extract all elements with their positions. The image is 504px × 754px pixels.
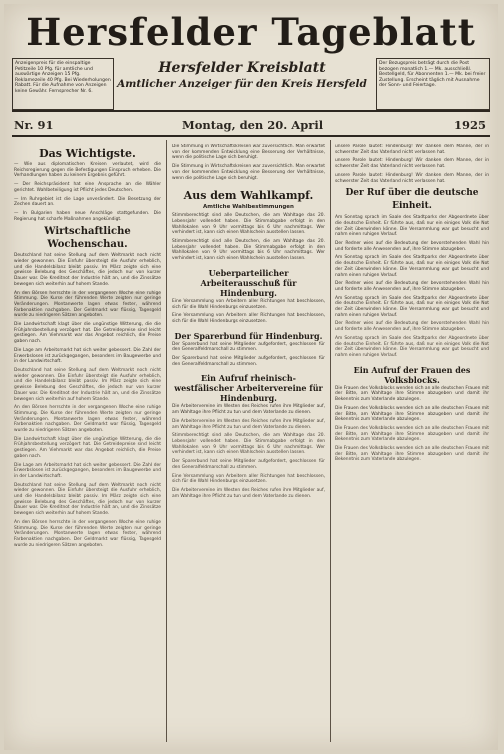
issue-year: 1925 <box>453 118 486 132</box>
article-paragraph: Die Landwirtschaft klagt über die ungünstige Witterung, die die Frühjahrsbestellung verzögert hat. Die Getreidepreise sind leicht gestiegen. Am Viehmarkt war das Angebot reichlich, die Preise gaben nach. <box>14 322 161 345</box>
article-paragraph: Die Landwirtschaft klagt über die ungünstige Witterung, die die Frühjahrsbestellung verzögert hat. Die Getreidepreise sind leicht gestiegen. Am Viehmarkt war das Angebot reichlich, die Preise gaben nach. <box>14 436 161 459</box>
issue-date: Montag, den 20. April <box>182 118 324 132</box>
article-paragraph: Am Sonntag sprach im Saale des Stadtparks der Abgeordnete über die deutsche Einheit. Er führte aus, daß nur ein einiges Volk die Not der Zeit überwinden könne. Die Versammlung war gut besucht und nahm einen ruhigen Verlauf. <box>335 215 489 238</box>
article-paragraph: Stimmberechtigt sind alle Deutschen, die am Wahltage das 20. Lebensjahr vollendet haben. Die Stimmabgabe erfolgt in den Wahllokalen von 9 Uhr vormittags bis 6 Uhr nachmittags. Wer verhindert ist, kann sich einen Wahlschein ausstellen lassen. <box>172 433 325 456</box>
article-paragraph: Eine Versammlung von Arbeitern aller Richtungen hat beschlossen, sich für die Wahl Hindenburgs einzusetzen. <box>172 473 325 485</box>
article-paragraph: Die Arbeitervereine im Westen des Reiches rufen ihre Mitglieder auf, am Wahltage ihre Pflicht zu tun und dem Vaterlande zu dienen. <box>172 418 325 430</box>
dateline <box>12 116 490 134</box>
article-paragraph: Der Redner wies auf die Bedeutung der bevorstehenden Wahl hin und forderte alle Anwesenden auf, ihre Stimme abzugeben. <box>335 241 489 252</box>
article-paragraph: Stimmberechtigt sind alle Deutschen, die am Wahltage das 20. Lebensjahr vollendet haben. Die Stimmabgabe erfolgt in den Wahllokalen von 9 Uhr vormittags bis 6 Uhr nachmittags. Wer verhindert ist, kann sich einen Wahlschein ausstellen lassen. <box>172 239 325 262</box>
article-paragraph: Die Frauen des Volksblocks wenden sich an alle deutschen Frauen mit der Bitte, am Wahltage ihre Stimme abzugeben und damit ihr Bekenntnis zum Vaterlande abzulegen. <box>335 405 489 423</box>
issue-number: Nr. 91 <box>14 118 54 132</box>
article-paragraph: Der Sparerbund hat seine Mitglieder aufgefordert, geschlossen für den Generalfeldmarschall zu stimmen. <box>172 356 325 367</box>
article-paragraph: Der Sparerbund hat seine Mitglieder aufgefordert, geschlossen für den Generalfeldmarschall zu stimmen. <box>172 341 325 353</box>
headline-aufruf-arbeitervereine: Ein Aufruf rheinisch-westfälischer Arbeitervereine für Hindenburg. <box>174 373 323 404</box>
column-divider-1 <box>166 140 167 742</box>
headline-aufruf-frauen: Ein Aufruf der Frauen des Volksblocks. <box>353 364 471 385</box>
subheader-kreisblatt: Hersfelder Kreisblatt <box>158 60 326 76</box>
article-paragraph: An den Börsen herrschte in der vergangenen Woche eine ruhige Stimmung. Die Kurse der führenden Werte zeigten nur geringe Veränderungen. Montanwerte lagen etwas fester, während Farbenaktien nachgaben. Der Geldmarkt war flüssig, Tagesgeld wurde zu niedrigeren Sätzen angeboten. <box>14 290 161 319</box>
article-paragraph: Die Arbeitervereine im Westen des Reiches rufen ihre Mitglieder auf, am Wahltage ihre Pflicht zu tun und dem Vaterlande zu dienen. <box>172 404 325 416</box>
article-paragraph: unsere Parole lautet: Hindenburg! Wir danken dem Manne, der in schwerster Zeit das Vaterland nicht verlassen hat. <box>335 158 489 170</box>
article-paragraph: — Der Reichspräsident hat eine Ansprache an die Wähler gerichtet. Wahlbeteiligung ist Pflicht jedes Deutschen. <box>14 182 161 193</box>
article-paragraph: Die Frauen des Volksblocks wenden sich an alle deutschen Frauen mit der Bitte, am Wahltage ihre Stimme abzugeben und damit ihr Bekenntnis zum Vaterlande abzulegen. <box>335 446 489 463</box>
article-paragraph: Deutschland hat seine Stellung auf dem Weltmarkt noch nicht wieder gewonnen. Die Einfuhr übersteigt die Ausfuhr erheblich, und die Handelsbilanz bleibt passiv. Im März zeigte sich eine gewisse Belebung des Geschäftes, die jedoch nur von kurzer Dauer war. Die Kreditnot der Industrie hält an, und die Zinssätze bewegen sich weiterhin auf hohem Stande. <box>14 482 161 517</box>
article-paragraph: Die Frauen des Volksblocks wenden sich an alle deutschen Frauen mit der Bitte, am Wahltage ihre Stimme abzugeben und damit ihr Bekenntnis zum Vaterlande abzulegen. <box>335 385 489 403</box>
article-paragraph: unsere Parole lautet: Hindenburg! Wir danken dem Manne, der in schwerster Zeit das Vaterland nicht verlassen hat. <box>335 172 489 184</box>
subheader-anzeiger: Amtlicher Anzeiger für den Kreis Hersfeld <box>117 78 367 90</box>
article-paragraph: Deutschland hat seine Stellung auf dem Weltmarkt noch nicht wieder gewonnen. Die Einfuhr übersteigt die Ausfuhr erheblich, und die Handelsbilanz bleibt passiv. Im März zeigte sich eine gewisse Belebung des Geschäftes, die jedoch nur von kurzer Dauer war. Die Kreditnot der Industrie hält an, und die Zinssätze bewegen sich weiterhin auf hohem Stande. <box>14 367 161 402</box>
article-paragraph: Am Sonntag sprach im Saale des Stadtparks der Abgeordnete über die deutsche Einheit. Er führte aus, daß nur ein einiges Volk die Not der Zeit überwinden könne. Die Versammlung war gut besucht und nahm einen ruhigen Verlauf. <box>335 335 489 358</box>
subscription-price-box: Der Bezugspreis beträgt durch die Post bezogen monatlich 1.— Mk. ausschließl. Bestellgeld, für Abonnenten 1.— Mk. bei freier Zustellung. Erscheint täglich mit Ausnahme der Sonn- und Feiertage. <box>376 58 490 110</box>
article-paragraph: Die Stimmung in Wirtschaftskreisen war zuversichtlich. Man erwartet von der kommenden Entwicklung eine Besserung der Verhältnisse, wenn die politische Lage sich beruhigt. <box>172 164 325 181</box>
article-paragraph: Die Stimmung in Wirtschaftskreisen war zuversichtlich. Man erwartet von der kommenden Entwicklung eine Besserung der Verhältnisse, wenn die politische Lage sich beruhigt. <box>172 144 325 161</box>
article-paragraph: Am Sonntag sprach im Saale des Stadtparks der Abgeordnete über die deutsche Einheit. Er führte aus, daß nur ein einiges Volk die Not der Zeit überwinden könne. Die Versammlung war gut besucht und nahm einen ruhigen Verlauf. <box>335 295 489 318</box>
article-paragraph: Die Lage am Arbeitsmarkt hat sich weiter gebessert. Die Zahl der Erwerbslosen ist zurückgegangen, besonders im Baugewerbe und in der Landwirtschaft. <box>14 347 161 365</box>
headline-sparerbund: Der Sparerbund für Hindenburg. <box>174 330 323 341</box>
advertising-rates-box: Anzeigenpreis für die einspaltige Petitzeile 10 Pfg. für amtliche und auswärtige Anzeigen 15 Pfg. Reklamezeile 40 Pfg. Bei Wiederholungen Rabatt. Für die Aufnahme von Anzeigen keine Gewähr. Fernsprecher Nr. 6. <box>12 58 114 110</box>
masthead-title: Hersfelder Tageblatt <box>26 10 476 54</box>
headline-wirtschaftliche-wochenschau: Wirtschaftliche Wochenschau. <box>44 226 131 251</box>
article-paragraph: Deutschland hat seine Stellung auf dem Weltmarkt noch nicht wieder gewonnen. Die Einfuhr übersteigt die Ausfuhr erheblich, und die Handelsbilanz bleibt passiv. Im März zeigte sich eine gewisse Belebung des Geschäftes, die jedoch nur von kurzer Dauer war. Die Kreditnot der Industrie hält an, und die Zinssätze bewegen sich weiterhin auf hohem Stande. <box>14 253 161 287</box>
newspaper-page <box>4 4 498 750</box>
header-rule-bottom <box>12 135 490 137</box>
article-paragraph: Der Redner wies auf die Bedeutung der bevorstehenden Wahl hin und forderte alle Anwesenden auf, ihre Stimme abzugeben. <box>335 281 489 292</box>
column-2 <box>172 144 325 742</box>
article-paragraph: unsere Parole lautet: Hindenburg! Wir danken dem Manne, der in schwerster Zeit das Vaterland nicht verlassen hat. <box>335 144 489 155</box>
headline-aus-dem-wahlkampf: Aus dem Wahlkampf. <box>183 189 314 203</box>
headline-das-wichtigste: Das Wichtigste. <box>39 147 136 160</box>
subheadline-wahlbestimmungen: Amtliche Wahlbestimmungen <box>203 204 294 211</box>
article-paragraph: Am Sonntag sprach im Saale des Stadtparks der Abgeordnete über die deutsche Einheit. Er führte aus, daß nur ein einiges Volk die Not der Zeit überwinden könne. Die Versammlung war gut besucht und nahm einen ruhigen Verlauf. <box>335 255 489 278</box>
article-paragraph: An den Börsen herrschte in der vergangenen Woche eine ruhige Stimmung. Die Kurse der führenden Werte zeigten nur geringe Veränderungen. Montanwerte lagen etwas fester, während Farbenaktien nachgaben. Der Geldmarkt war flüssig, Tagesgeld wurde zu niedrigeren Sätzen angeboten. <box>14 405 161 434</box>
article-paragraph: Die Arbeitervereine im Westen des Reiches rufen ihre Mitglieder auf, am Wahltage ihre Pflicht zu tun und dem Vaterlande zu dienen. <box>172 487 325 499</box>
article-paragraph: — Wie aus diplomatischen Kreisen verlautet, wird die Reichsregierung gegen die Befestigungen Einspruch erheben. Die Verhandlungen haben zu keinem Ergebnis geführt. <box>14 162 161 179</box>
headline-deutsche-einheit: Der Ruf über die deutsche Einheit. <box>345 188 479 212</box>
article-paragraph: An den Börsen herrschte in der vergangenen Woche eine ruhige Stimmung. Die Kurse der führenden Werte zeigten nur geringe Veränderungen. Montanwerte lagen etwas fester, während Farbenaktien nachgaben. Der Geldmarkt war flüssig, Tagesgeld wurde zu niedrigeren Sätzen angeboten. <box>14 519 161 548</box>
article-paragraph: — Im Ruhrgebiet ist die Lage unverändert. Die Besetzung der Zechen dauert an. <box>14 196 161 208</box>
column-divider-2 <box>330 140 331 742</box>
article-paragraph: Eine Versammlung von Arbeitern aller Richtungen hat beschlossen, sich für die Wahl Hindenburgs einzusetzen. <box>172 298 325 310</box>
column-1 <box>14 144 161 742</box>
article-paragraph: Stimmberechtigt sind alle Deutschen, die am Wahltage das 20. Lebensjahr vollendet haben. Die Stimmabgabe erfolgt in den Wahllokalen von 9 Uhr vormittags bis 6 Uhr nachmittags. Wer verhindert ist, kann sich einen Wahlschein ausstellen lassen. <box>172 213 325 236</box>
headline-arbeiterausschuss: Ueberparteilicher Arbeiterausschuß für Hindenburg. <box>200 267 297 298</box>
article-paragraph: Eine Versammlung von Arbeitern aller Richtungen hat beschlossen, sich für die Wahl Hindenburgs einzusetzen. <box>172 313 325 324</box>
column-3 <box>335 144 489 742</box>
article-paragraph: Der Sparerbund hat seine Mitglieder aufgefordert, geschlossen für den Generalfeldmarschall zu stimmen. <box>172 459 325 470</box>
article-paragraph: — In Bulgarien haben neue Anschläge stattgefunden. Die Regierung hat scharfe Maßnahmen angekündigt. <box>14 210 161 222</box>
article-paragraph: Der Redner wies auf die Bedeutung der bevorstehenden Wahl hin und forderte alle Anwesenden auf, ihre Stimme abzugeben. <box>335 321 489 333</box>
article-paragraph: Die Lage am Arbeitsmarkt hat sich weiter gebessert. Die Zahl der Erwerbslosen ist zurückgegangen, besonders im Baugewerbe und in der Landwirtschaft. <box>14 462 161 479</box>
article-paragraph: Die Frauen des Volksblocks wenden sich an alle deutschen Frauen mit der Bitte, am Wahltage ihre Stimme abzugeben und damit ihr Bekenntnis zum Vaterlande abzulegen. <box>335 425 489 443</box>
header-rule-top <box>12 110 490 112</box>
